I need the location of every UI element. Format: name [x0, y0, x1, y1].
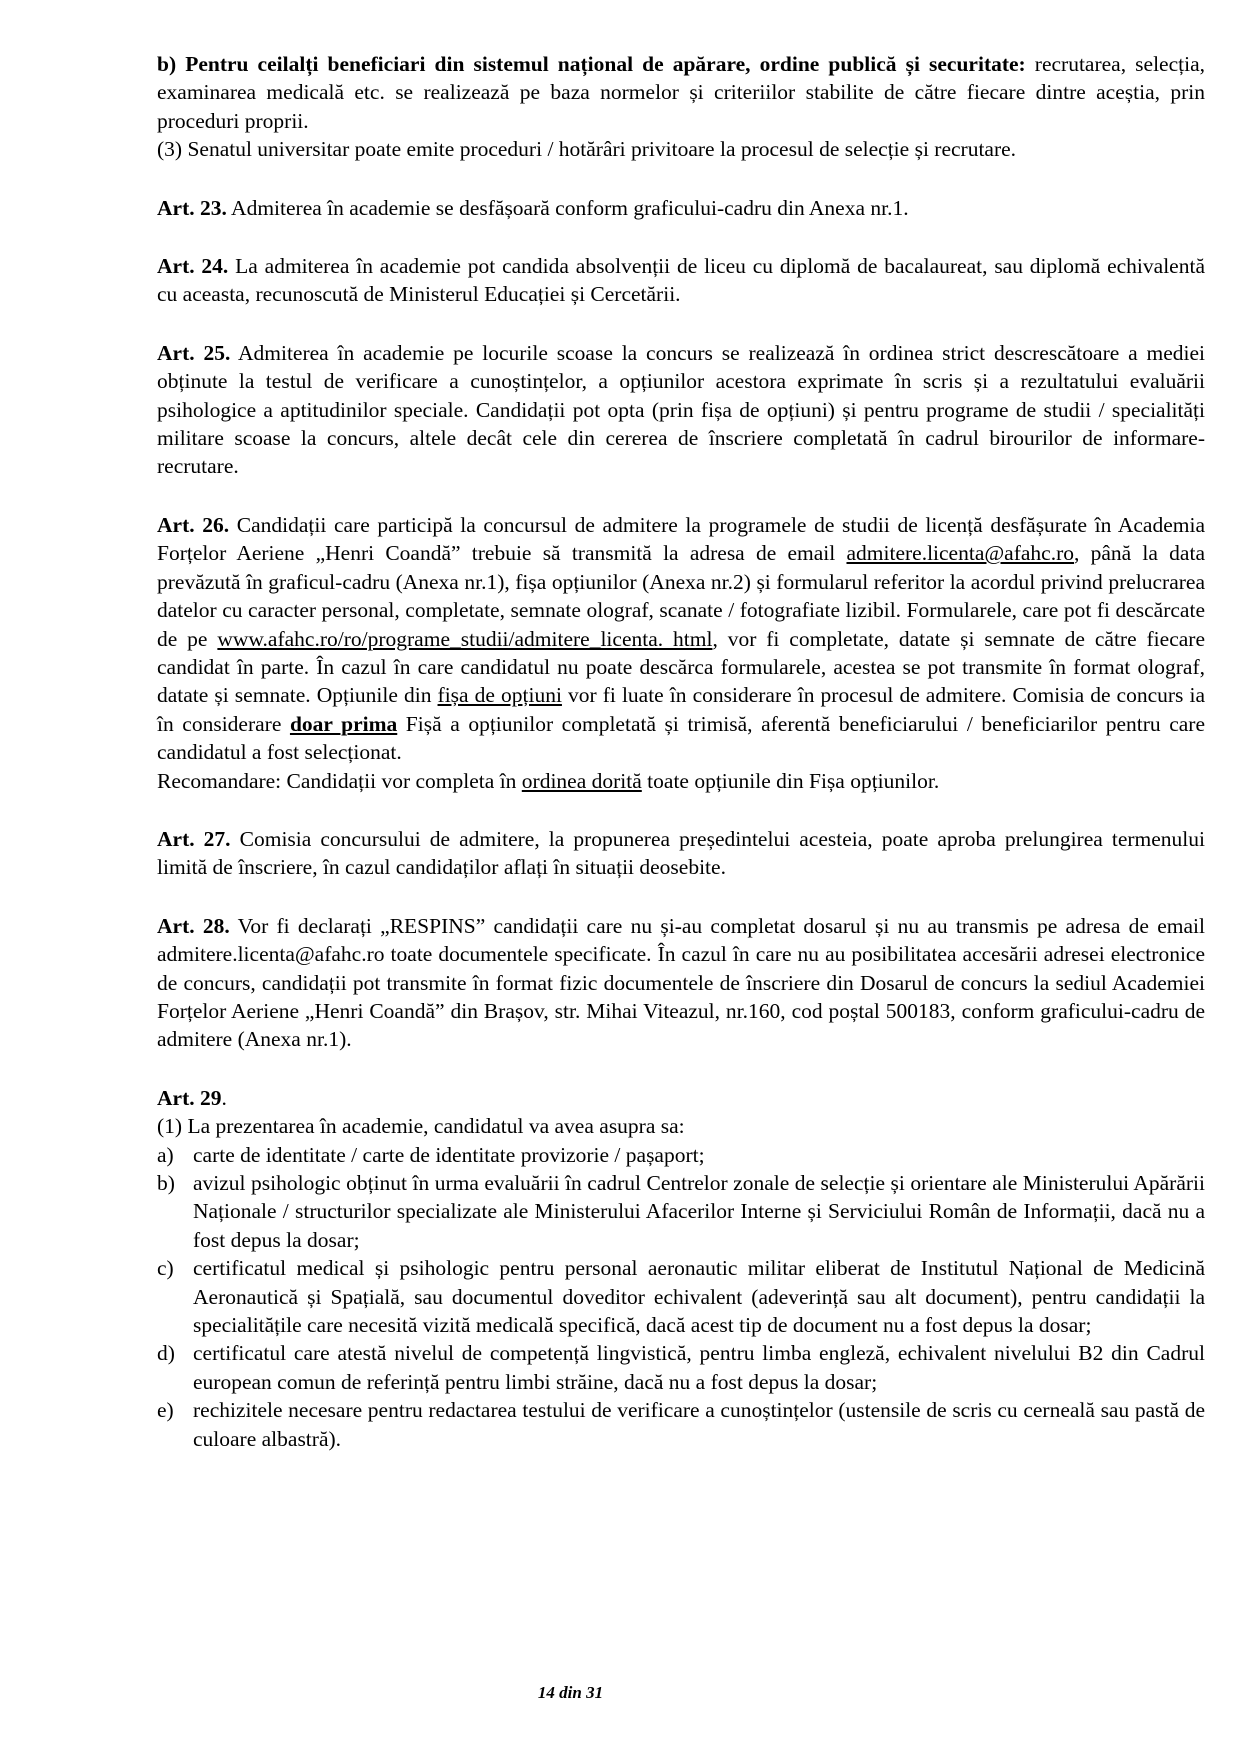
text-run: certificatul care atestă nivelul de competență lingvistică, pentru limba engleză, echivalent nivelului B2 din Cadrul european comun de referință pentru limbi străine, dacă nu a fost depus la dosar;: [193, 1341, 1205, 1394]
text-run: Art. 23.: [157, 195, 227, 220]
text-run: Admiterea în academie se desfășoară conform graficului-cadru din Anexa nr.1.: [226, 195, 909, 220]
page-footer: [0, 1682, 1141, 1704]
text-run: Vor fi declarați „RESPINS” candidații care nu și-au completat dosarul și nu au transmis pe adresa de email admitere.licenta@afahc.ro toate documentele specificate. În cazul în care nu au posibilitatea accesării adresei electronice de concurs, candidații pot transmite în format fizic documentele de înscriere din Dosarul de concurs la sediul Academiei Forțelor Aeriene „Henri Coandă” din Brașov, str. Mihai Viteazul, nr.160, cod poștal 500183, conform graficului-cadru de admitere (Anexa nr.1).: [157, 913, 1205, 1052]
paragraph-recomandare: [157, 767, 1205, 795]
text-run: doar prima: [289, 711, 398, 736]
text-run: avizul psihologic obținut în urma evaluării în cadrul Centrelor zonale de selecție și orientare ale Ministerului Apărării Naționale / structurilor specializate ale Ministerului Afacerilor Interne și Serviciului Român de Informații, dacă nu a fost depus la dosar;: [193, 1171, 1205, 1252]
paragraph-art-29-alin-1: [157, 1112, 1205, 1140]
list-item-e: [157, 1396, 1205, 1453]
text-run: Recomandare: Candidații vor completa în: [157, 768, 522, 793]
text-run: Fișă a opțiunilor completată și trimisă, aferentă beneficiarului / beneficiarilor pentru care candidatul a fost selecționat.: [157, 711, 1205, 765]
document-body: [157, 50, 1205, 1453]
list-item-text: [193, 1396, 1205, 1453]
text-run: Art. 28.: [157, 913, 230, 938]
paragraph-beneficiari: [157, 50, 1205, 135]
website-link[interactable]: www.afahc.ro/ro/programe_studii/admitere_licenta. html: [217, 626, 713, 651]
text-run: certificatul medical și psihologic pentru personal aeronautic militar eliberat de Institutul Național de Medicină Aeronautică și Spațială, sau documentul doveditor echivalent (adeverință sau alt document), pentru candidații la specialitățile care necesită vizită medicală specifică, dacă acest tip de document nu a fost depus la dosar;: [193, 1256, 1205, 1338]
paragraph-art-24: [157, 252, 1205, 309]
paragraph-art-27: [157, 825, 1205, 882]
text-run: toate opțiunile din Fișa opțiunilor.: [641, 768, 940, 793]
text-run: Admiterea în academie pe locurile scoase la concurs se realizează în ordinea strict descrescătoare a mediei obținute la testul de verificare a cunoștințelor, a opțiunilor acestora exprimate în scris și a rezultatului evaluării psihologice a aptitudinilor speciale. Candidații pot opta (prin fișa de opțiuni) și pentru programe de studii / specialități militare scoase la concurs, altele decât cele din cererea de înscriere completată în cadrul birourilor de informare-recrutare.: [157, 340, 1205, 479]
text-run: Art. 25.: [157, 340, 231, 365]
text-run: (3) Senatul universitar poate emite proceduri / hotărâri privitoare la procesul de selecție și recrutare.: [157, 137, 1017, 162]
page-number: 14 din 31: [537, 1683, 604, 1702]
text-run: b) Pentru ceilalți beneficiari din sistemul național de apărare, ordine publică și securitate:: [157, 52, 1026, 76]
text-run: fișa de opțiuni: [437, 683, 562, 708]
list-item-c: [157, 1254, 1205, 1339]
list-item-b: [157, 1169, 1205, 1254]
text-run: Art. 24.: [157, 254, 229, 279]
text-run: Art. 26.: [157, 512, 230, 537]
paragraph-alin-3: [157, 135, 1205, 163]
paragraph-art-23: [157, 194, 1205, 222]
text-run: , vor fi completate, datate și semnate de către fiecare candidat în parte. În cazul în care candidatul nu poate descărca formularele, acestea se pot transmite în format olograf, datate și semnate. Opțiunile din: [157, 626, 1205, 708]
text-run: , până la data prevăzută în graficul-cadru (Anexa nr.1), fișa opțiunilor (Anexa nr.2) și formularul referitor la acordul privind prelucrarea datelor cu caracter personal, completate, semnate olograf, scanate / fotografiate lizibil. Formularele, care pot fi descărcate de pe: [157, 541, 1205, 651]
text-run: La admiterea în academie pot candida absolvenții de liceu cu diplomă de bacalaureat, sau diplomă echivalentă cu aceasta, recunoscută de Ministerul Educației și Cercetării.: [157, 254, 1205, 307]
list-marker: e): [157, 1398, 174, 1423]
text-run: Art. 27.: [157, 826, 231, 851]
paragraph-art-26: [157, 511, 1205, 767]
text-run: rechizitele necesare pentru redactarea testului de verificare a cunoștințelor (ustensile de scris cu cerneală sau pastă de culoare albastră).: [193, 1398, 1205, 1451]
text-run: vor fi luate în considerare în procesul de admitere. Comisia de concurs ia în considerare: [157, 683, 1206, 736]
list-marker: b): [157, 1171, 175, 1195]
text-run: ordinea dorită: [521, 768, 642, 793]
list-item-text: [193, 1169, 1205, 1254]
list-item-text: [193, 1141, 1205, 1169]
text-run: recrutarea, selecția, examinarea medicală etc. se realizează pe baza normelor și criteriilor stabilite de către fiecare dintre aceștia, prin proceduri proprii.: [157, 52, 1205, 133]
email-link[interactable]: admitere.licenta@afahc.ro: [846, 541, 1074, 566]
list-marker: c): [157, 1256, 174, 1281]
text-run: Comisia concursului de admitere, la propunerea președintelui acesteia, poate aproba prelungirea termenului limită de înscriere, în cazul candidaților aflați în situații deosebite.: [157, 826, 1206, 880]
list-marker: a): [157, 1142, 174, 1167]
text-run: (1) La prezentarea în academie, candidatul va avea asupra sa:: [157, 1114, 685, 1139]
paragraph-art-28: [157, 912, 1205, 1054]
paragraph-art-29: [157, 1084, 1205, 1112]
list-item-d: [157, 1339, 1205, 1396]
list-item-text: [193, 1254, 1205, 1339]
text-run: .: [221, 1085, 227, 1110]
text-run: Candidații care participă la concursul de admitere la programele de studii de licență desfășurate în Academia Forțelor Aeriene „Henri Coandă” trebuie să transmită la adresa de email: [157, 512, 1205, 566]
text-run: Art. 29: [157, 1085, 222, 1110]
paragraph-art-25: [157, 339, 1205, 481]
list-marker: d): [157, 1341, 175, 1366]
list-item-a: [157, 1141, 1205, 1169]
list-item-text: [193, 1339, 1205, 1396]
text-run: carte de identitate / carte de identitate provizorie / pașaport;: [193, 1142, 705, 1167]
